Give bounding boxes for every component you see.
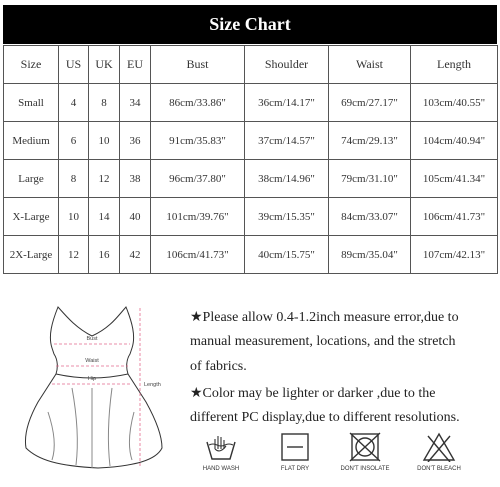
table-cell: 14 [89, 198, 120, 236]
table-cell: 101cm/39.76" [151, 198, 245, 236]
measure-lines [52, 308, 140, 468]
column-header: EU [120, 46, 151, 84]
table-cell: 79cm/31.10" [329, 160, 411, 198]
care-label: DON'T BLEACH [417, 466, 461, 472]
table-cell: 84cm/33.07" [329, 198, 411, 236]
care-flat-dry [260, 432, 330, 472]
table-cell: 40 [120, 198, 151, 236]
waist-label: Waist [85, 358, 99, 364]
column-header: US [59, 46, 89, 84]
hip-label: Hip [87, 376, 97, 382]
table-cell: 39cm/15.35" [245, 198, 329, 236]
table-cell: 6 [59, 122, 89, 160]
table-cell: 107cm/42.13" [411, 236, 498, 274]
care-hand-wash [186, 432, 256, 472]
table-cell: 42 [120, 236, 151, 274]
table-cell: 105cm/41.34" [411, 160, 498, 198]
table-cell: 38cm/14.96" [245, 160, 329, 198]
column-header: Size [4, 46, 59, 84]
dress-outline [26, 307, 163, 468]
table-cell: 36cm/14.17" [245, 84, 329, 122]
table-cell: X-Large [4, 198, 59, 236]
table-cell: 106cm/41.73" [411, 198, 498, 236]
table-cell: Medium [4, 122, 59, 160]
column-header: UK [89, 46, 120, 84]
table-cell: 4 [59, 84, 89, 122]
table-row [4, 122, 498, 160]
table-cell: 96cm/37.80" [151, 160, 245, 198]
table-cell: 89cm/35.04" [329, 236, 411, 274]
note-line: ★Please allow 0.4-1.2inch measure error,due to [190, 310, 459, 325]
column-header: Shoulder [245, 46, 329, 84]
table-cell: 10 [59, 198, 89, 236]
note-line: of fabrics. [190, 359, 247, 374]
table-cell: 103cm/40.55" [411, 84, 498, 122]
table-row [4, 236, 498, 274]
table-row [4, 198, 498, 236]
table-cell: 106cm/41.73" [151, 236, 245, 274]
table-header-row [4, 46, 498, 84]
care-label: HAND WASH [202, 466, 240, 472]
table-cell: 69cm/27.17" [329, 84, 411, 122]
table-cell: 37cm/14.57" [245, 122, 329, 160]
care-dont-bleach [404, 432, 474, 472]
care-dont-insolate [330, 432, 400, 472]
table-cell: Large [4, 160, 59, 198]
flat-dry-icon [278, 432, 312, 462]
column-header: Bust [151, 46, 245, 84]
hand-wash-icon [204, 432, 238, 462]
table-cell: 104cm/40.94" [411, 122, 498, 160]
table-cell: 16 [89, 236, 120, 274]
table-cell: 40cm/15.75" [245, 236, 329, 274]
length-label: Length [144, 382, 161, 388]
table-cell: 2X-Large [4, 236, 59, 274]
dont-bleach-icon [422, 432, 456, 462]
dont-insolate-icon [348, 432, 382, 462]
bust-label: Bust [86, 336, 98, 342]
note-line: ★Color may be lighter or darker ,due to the [190, 386, 436, 401]
column-header: Waist [329, 46, 411, 84]
table-cell: 36 [120, 122, 151, 160]
table-row [4, 84, 498, 122]
table-row [4, 160, 498, 198]
table-cell: 12 [59, 236, 89, 274]
table-cell: Small [4, 84, 59, 122]
table-cell: 8 [59, 160, 89, 198]
table-cell: 10 [89, 122, 120, 160]
note-line: different PC display,due to different resolutions. [190, 410, 460, 425]
care-label: DON'T INSOLATE [340, 466, 390, 472]
table-cell: 86cm/33.86" [151, 84, 245, 122]
table-cell: 38 [120, 160, 151, 198]
table-cell: 8 [89, 84, 120, 122]
size-table [3, 45, 498, 274]
note-line: manual measurement, locations, and the stretch [190, 334, 456, 349]
dress-measurement-diagram [18, 302, 178, 482]
table-cell: 74cm/29.13" [329, 122, 411, 160]
chart-title: Size Chart [3, 5, 497, 44]
care-label: FLAT DRY [280, 466, 310, 472]
column-header: Length [411, 46, 498, 84]
table-cell: 34 [120, 84, 151, 122]
table-cell: 91cm/35.83" [151, 122, 245, 160]
table-cell: 12 [89, 160, 120, 198]
